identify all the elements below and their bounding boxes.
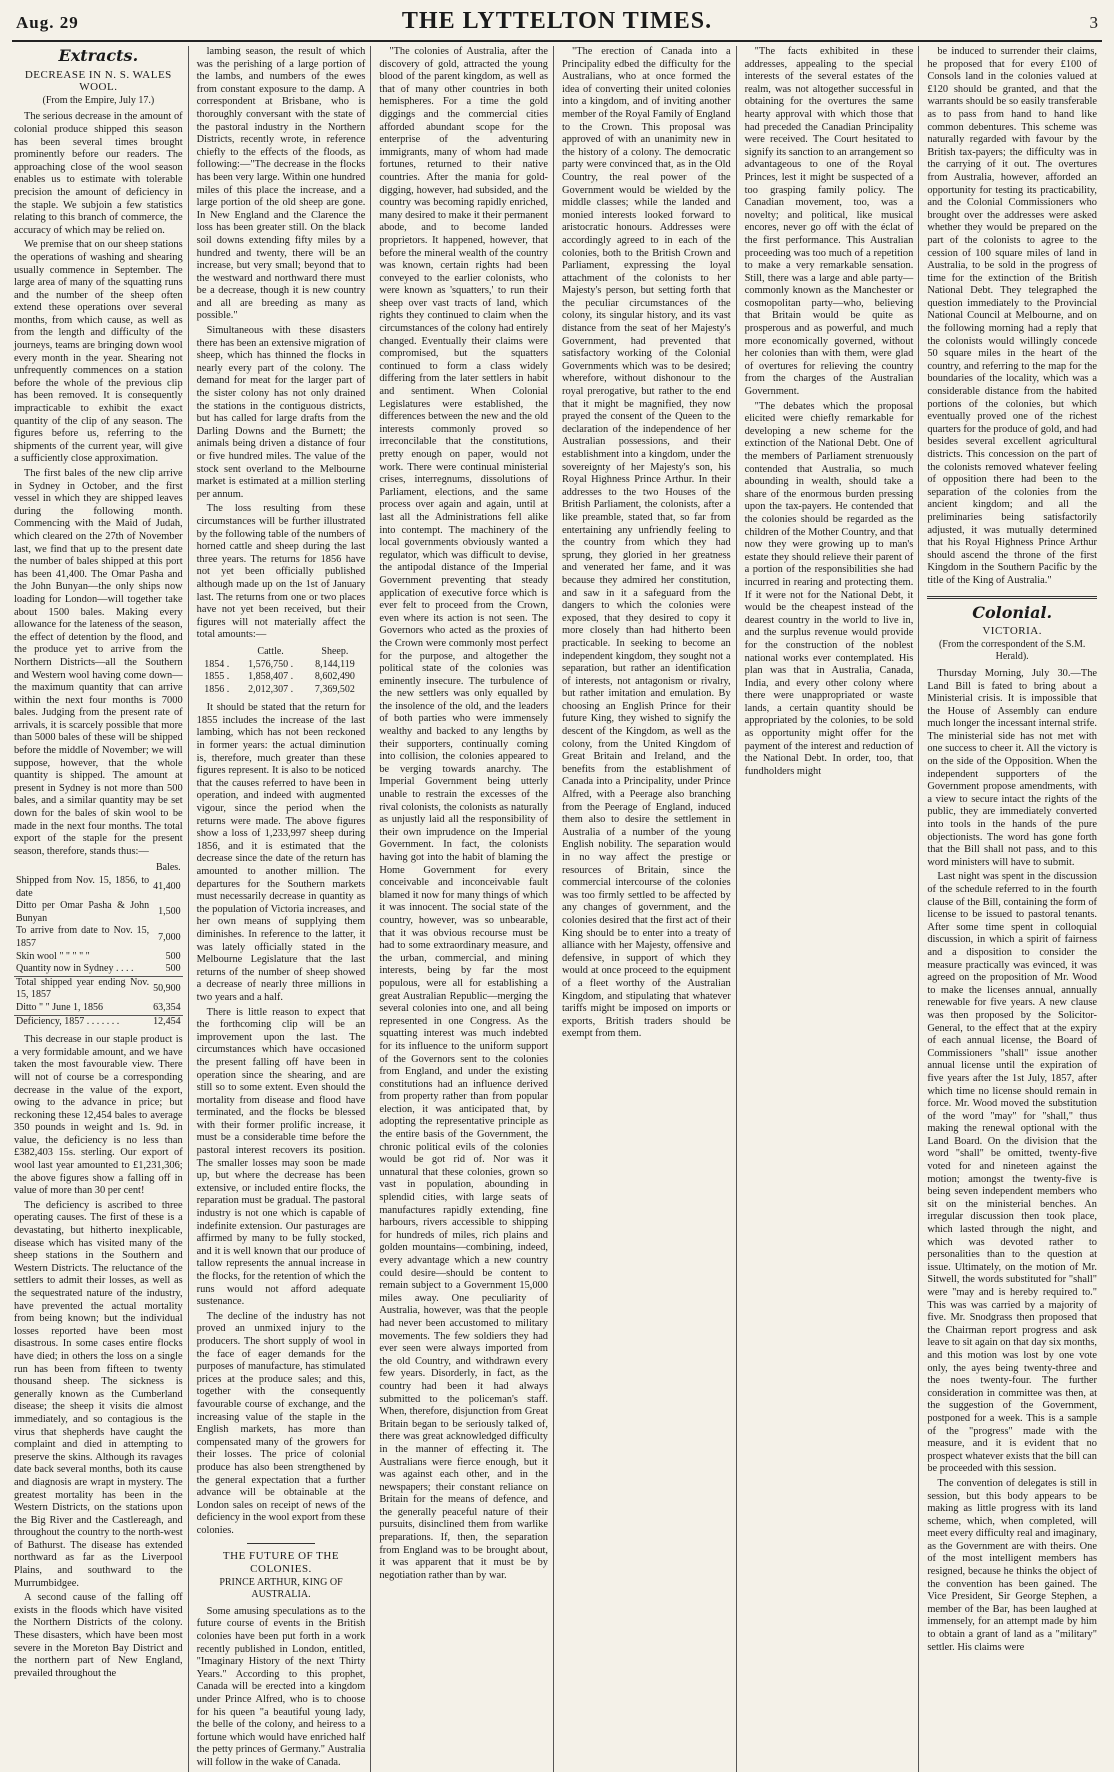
paragraph: We premise that on our sheep stations the operations of washing and shearing usually commence in September. The large area of many of the squatting runs and the number of the sheep often extend these operations over several months, from which cause, as well as from the length and difficulty of the journeys, teams are bringing down wool every month in the year. Shearing not unfrequently commences on a station before the whole of the previous clip has been removed. It is consequently impracticable to exhibit the exact quantity of the clip of any season. The figures before us, referring to the shipments of the current year, will give a sufficiently close approximation. bbox=[14, 239, 183, 465]
column-3 bbox=[377, 46, 554, 1772]
article-subheadline: PRINCE ARTHUR, KING OF AUSTRALIA. bbox=[219, 1576, 343, 1601]
paragraph: There is little reason to expect that the forthcoming clip will be an improvement upon the last. The circumstances which have occasioned the present falling off have been in operation since the shearing, and are still so to some extent. Even should the mortality from disease and flood have terminated, and the flocks be blessed with their former prolific increase, it must be a considerable time before the pastoral interest recovers its position. The smaller losses may soon be made up, but where the decrease has been extensive, or included entire flocks, the reparation must be gradual. The pastoral industry is not one which is capable of indefinite extension. Our pasturages are affirmed by many to be fully stocked, and it is well known that our produce of tallow represents the annual increase in the flocks, for the retention of which the runs would not afford adequate sustenance. bbox=[196, 1006, 366, 1308]
section-title-extracts: Extracts. bbox=[58, 46, 139, 65]
paragraph: "The debates which the proposal elicited were chiefly remarkable for developing a new scheme for the extinction of the National Debt. One of the members of Parliament strenuously contended that Australia, so much abounding in wealth, should take a share of the enormous burden pressing upon the tax-payers. He contended that the colonies should be regarded as the children of the Mother Country, and that now they were growing up to man's estate they should relieve their parent of a portion of the responsibilities she had incurred in rearing and protecting them. If it were not for the National Debt, it would be the cheapest instead of the dearest country in the world to live in, and the surplus revenue would provide for the construction of the noblest national works ever contemplated. His plan was that in Australia, Canada, India, and every other colony where there were unappropriated or waste lands, a certain quantity should be appropriated by the colonies, to be sold as opportunity might offer for the payment of the interest and reduction of the National Debt. In order, too, that fundholders might bbox=[744, 400, 914, 777]
table-row: 1854 . 1,576,750 . 8,144,119 bbox=[204, 658, 355, 670]
paragraph: "The erection of Canada into a Principality edbed the difficulty for the Australians, who at once formed the idea of converting their united colonies into a kingdom, and of inviting another member of the Royal Family of England to the Crown. This proposal was approved of with an unanimity new in the history of a colony. The democratic party were convinced that, as in the Old Country, the real power of the Government would be wielded by the middle classes; while the landed and monied interests looked forward to aristocratic honours. Addresses were accordingly agreed to in each of the colonies, both to the British Crown and Parliament, expressing the loyal attachment of the colonists to her Majesty's person, but setting forth that the peculiar circumstances of the colony, its singular history, and its vast distance from the seat of her Majesty's Government, had prevented that satisfactory working of the Colonial Governments which was to be desired; wherefore, without dishonour to the royal prerogative, but rather to the end that it might be magnified, they now prayed the consent of the Queen to the declaration of the independence of her Australian possessions, and their establishment into a kingdom, under the sovereignty of her Majesty's son, his Royal Highness Prince Arthur. In their addresses to the two Houses of the British Parliament, the colonists, after a like preamble, stated that, so far from entertaining any unfriendly feeling to the country from which they had sprung, they gloried in her greatness and venerated her fame, and it was because they admired her constitution, and saw in it a safeguard from the dangers to which the colonies were exposed, that they desired to copy it more closely than had hitherto been practicable. In seeking to become an independent kingdom, they sought not a separation, but rather an identification of interests, not antagonism or rivalry, but rather imitation and emulation. By choosing an English Prince for their future King, they wished to signify the descent of the Kingdom, as well as the colony, from the United Kingdom of Great Britain and Ireland, and the benefits from the establishment of Canada into a Principality, under Prince Alfred, with a Peerage also branching from the Peerage of England, induced them also to desire the settlement in Australia of a number of the young English nobility. The separation would in no way affect the prestige or resources of Britain, since the commercial intercourse of the colonies was too firmly settled to be affected by any changes of government, and the colonies desired that the first act of their King should be to enter into a treaty of alliance with her Majesty, offensive and defensive, in support of which they would at once proceed to the equipment of a fleet worthy of the Australian Kingdom, and stipulating that whatever tariffs might be imposed on imports or exports, British traders should be exempt from them. bbox=[562, 46, 731, 1040]
table-row: 1855 . 1,858,407 . 8,602,490 bbox=[204, 671, 355, 683]
divider bbox=[927, 596, 1097, 599]
article-dateline: (From the Empire, July 17.) bbox=[42, 94, 155, 106]
column-4 bbox=[560, 46, 737, 1772]
paragraph: It should be stated that the return for 1855 includes the increase of the last lambing, which has not been reckoned in former years: the actual diminution is, therefore, much greater than these figures represent. It is also to be noticed that the causes referred to have been in operation, and indeed with augmented vigour, since the period when the returns were made. The above figures show a loss of 1,233,997 sheep during 1856, and it is estimated that the decrease since the date of the return has amounted to another million. The departures for the Southern markets must necessarily decrease in quantity as the population of Victoria increases, and her own means of supplying them diminishes. In reference to the latter, it was lately officially stated in the Melbourne Legislature that the last returns of the number of sheep showed a decrease of nearly three millions in two years and a half. bbox=[196, 702, 366, 1003]
table-row: Deficiency, 1857 . . . . . . . 12,454 bbox=[16, 1015, 181, 1027]
paragraph: Some amusing speculations as to the future course of events in the British colonies have been put forth in a work recently published in London, entitled, "Imaginary History of the next Thirty Years." According to this prophet, Canada will be erected into a kingdom under Prince Alfred, who is to choose for his queen "a beautiful young lady, the belle of the colony, and heiress to a fortune which would have enriched half the petty princes of Germany." Australia will follow in the wake of Canada. bbox=[196, 1605, 366, 1768]
paragraph: The first bales of the new clip arrive in Sydney in October, and the first vessel in which they are shipped leaves during the following month. Commencing with the Maid of Judah, which cleared on the 27th of November last, we find that up to the present date the number of bales shipped at this port has been 41,400. The Omar Pasha and the John Bunyan—the only ships now loading for London—will together take about 1500 bales. Making every allowance for the lateness of the season, the effect of detention by the flood, and the produce yet to arrive from the Northern Districts—all the Southern and Western wool having come down—the maximum quantity that can arrive within the next four months is 7000 bales. Judging from the present rate of arrivals, it is scarcely possible that more than 5000 bales of these will be shipped before the middle of November; we will suppose, however, that the whole quantity is shipped. The amount at present in Sydney is not more than 500 bales, and a similar quantity may be set down for the bales of skin wool to be made in the next four months. The total export of the staple for the present season, therefore, stands thus:— bbox=[14, 468, 183, 857]
paragraph: be induced to surrender their claims, he proposed that for every £100 of Consols land in the colonies valued at £120 should be granted, and that the warrants should be so easily transferable as to pass from hand to hand like common debentures. This scheme was naturally regarded with favour by the British tax-payers; the difficulty was in the carrying of it out. The overtures from Australia, however, afforded an opportunity for testing its practicability, and the Colonial Commissioners who brought over the addresses were asked whether they would be prepared on the part of the colonists to agree to the cession of 100 square miles of land in Australia, to be sold in the progress of time for the extinction of the British National Debt. They telegraphed the question immediately to the Provincial National Council at Melbourne, and on the following morning had a reply that the colonists would willingly concede 50 square miles in the heart of the country, and referring to the map for the boundaries of the locality, which was a considerable distance from the habited portions of the colonies, but which eventually proved one of the richest quarters for the produce of gold, and had besides several excellent agricultural districts. This concession on the part of the colonists removed whatever feeling of opposition there had been to the separation of the colonies from the ancient kingdom; and all the preliminaries being satisfactorily adjusted, it was mutually determined that his Royal Highness Prince Arthur should ascend the throne of the first Kingdom in the Southern Pacific by the title of the King of Australia." bbox=[927, 46, 1097, 586]
article-dateline: (From the correspondent of the S.M. Herald). bbox=[938, 638, 1086, 663]
paragraph: Simultaneous with these disasters there has been an extensive migration of sheep, which has thinned the flocks in nearly every part of the colony. The demand for meat for the larger part of the sister colony has not only drained the stations in the contiguous districts, but has called for large drafts from the Darling Downs and the Burnett; the animals being driven a distance of four or five hundred miles. The value of the stock sent overland to the Melbourne market is estimated at a million sterling per annum. bbox=[196, 325, 366, 500]
table-row: Total shipped year ending Nov. 15, 1857 50,900 bbox=[16, 976, 181, 1001]
table-row: Shipped from Nov. 15, 1856, to date 41,400 bbox=[16, 875, 181, 899]
newspaper-title: THE LYTTELTON TIMES. bbox=[401, 8, 713, 34]
column-5 bbox=[743, 46, 920, 1772]
table-header-row: Cattle. Sheep. bbox=[257, 645, 349, 657]
paragraph: lambing season, the result of which was the perishing of a large portion of the lambs, and numbers of the ewes from constant exposure to the damp. A correspondent at Brisbane, who is thoroughly conversant with the state of the pastoral industry in the Northern Districts, recently wrote, in reference chiefly to the effects of the floods, as following:—"The decrease in the flocks has been very large. Within one hundred miles of this place the increase, and a large portion of the old sheep are gone. In New England and the Clarence the loss has been greater still. On the black soil downs extending fifty miles by a hundred and twenty, there will be an increase, but very small; beyond that to the westward and northward there must be a decrease, though it is new country and all are breeding as many as possible." bbox=[196, 46, 366, 322]
table-row: Quantity now in Sydney . . . . 500 bbox=[16, 963, 181, 975]
table-row: Ditto per Omar Pasha & John Bunyan 1,500 bbox=[16, 900, 181, 924]
bales-table bbox=[14, 862, 183, 1028]
newspaper-page bbox=[12, 8, 1102, 1768]
paragraph: Last night was spent in the discussion of the schedule referred to in the fourth clause of the Bill, containing the form of license to be issued to pastoral tenants. After some time spent in colloquial discussion, in which a spirit of fairness and a disposition to consider the measure practically was evinced, it was agreed on the proposition of Mr. Wood to make the licenses annual, annually renewable for five years. A new clause was then proposed by the Solicitor-General, to the effect that at the expiry of each annual license, the Board of Commissioners "shall" issue another annual license until the expiration of five years after the 1st July, 1857, after which time no license should remain in force. Mr. Wood moved the substitution of the word "may" for "shall," thus making the renewal optional with the Land Board. On the division that the word "shall" be omitted, twenty-five voted for and nineteen against the motion; amongst the twenty-five is being seven independent members who sit on the ministerial benches. An irregular discussion then took place, which lasted through the night, and which was devoted rather to personalities than to the question at issue. Ultimately, on the motion of Mr. Sitwell, the words substituted for "shall" were "may and is hereby required to." This was was carried by a majority of five. Mr. Snodgrass then proposed that the Chairman report progress and ask leave to sit again on that day six months, and this motion was lost by one vote only, the ayes being twenty-three and the noes twenty-four. The further consideration in committee was then, at the suggestion of the Government, postponed for a week. This is a sample of the "progress" made with the measure, and it is evident that no prospect whatever exists that the bill can be proceeded with this session. bbox=[927, 871, 1097, 1475]
column-6 bbox=[925, 46, 1102, 1772]
paragraph: Thursday Morning, July 30.—The Land Bill is fated to bring about a Ministerial crisis. It is impossible that the House of Assembly can endure much longer the incessant internal strife. The ministerial side has not met with one success to cheer it. All the victory is on the side of the Opposition. When the independent supporters of the Government propose amendments, with a view to secure intact the rights of the public, they are immediately converted into tools in the hands of the pure objectionists. The word has gone forth that the Bill shall not pass, and to this word ministers will have to submit. bbox=[927, 667, 1097, 868]
divider bbox=[247, 1543, 314, 1544]
column-1 bbox=[12, 46, 189, 1772]
issue-date: Aug. 29 bbox=[16, 13, 79, 32]
paragraph: "The colonies of Australia, after the discovery of gold, attracted the young blood of the parent kingdom, as well as that of many other countries in both hemispheres. For a time the gold diggings and the commercial cities afforded abundant scope for the enterprise of the adventuring immigrants, many of whom had made fortunes, returned to their native countries. After the mania for gold-digging, however, had subsided, and the country was becoming rapidly enriched, many desired to make it their permanent abode, and to become landed proprietors. It happened, however, that before the mineral wealth of the country was known, certain rights had been conveyed to the earlier colonists, who were known as 'squatters,' to run their sheep over vast tracts of land, which rights they continued to claim when the circumstances of the colony had entirely changed. Eventually their claims were compromised, but the squatters continued to form a class widely differing from the later settlers in habit and sentiment. When Colonial Legislatures were established, the differences between the new and the old interests commonly proved so irreconcilable that the constitutions, pretty enough on paper, would not work. There were continual ministerial crises, interregnums, dissolutions of Parliament, elections, and the same process over again and again, until at last all the Administrations fell alike into contempt. The machinery of the local governments obviously wanted a regulator, which was difficult to devise, the antipodal distance of the Imperial Government preventing that steady application of executive force which is ever felt to proceed from the Crown, even where its action is not seen. The Governors who acted as the proxies of the Crown were commonly most perfect for the purpose, and altogether the political state of the colonies was eminently insecure. The turbulence of the new settlers was only equalled by the insolence of the old, and the leaders of both parties who were immensely wealthy and backed to any lengths by their supporters, continually coming into collision, the colonies appeared to be verging towards anarchy. The Imperial Government being utterly unable to restrain the excesses of the rival colonists, the colonists as naturally as unjustly laid all the responsibility of their own imprudence on the Imperial Government. In fact, the colonists having got into the habit of blaming the Home Government for every conceivable and inconceivable fault blamed it now for many things of which it was innocent. The social state of the country, however, was so unbearable, that it was obvious recourse must be had to some extraordinary measure, and the urban, commercial, and mining interests, being by far the most populous, were all for establishing a great Australian Republic—merging the several colonies into one, and all being represented in one Congress. As the squatting interest was much indebted for its influence to the uniform support of the Governors sent to the colonies from England, and under the existing constitutions had an influence derived from property rather than from popular election, it was anticipated that, by adopting the representative principle as the entire basis of the Government, the chronic political evils of the colonies would be got rid of. Nor was it unnatural that these colonies, grown so vast in population, abounding in splendid cities, with large seats of manufactures rapidly extending, fine harbours, rivers accessible to shipping for hundreds of miles, rich plains and golden mountains—combining, indeed, every advantage which a new country could desire—should be content to remain subject to a Government 15,000 miles away. One peculiarity of Australia, however, was that the people had never been accustomed to military movements. The few soldiers they had ever seen were always imported from the old Country, and withdrawn every few years. Disorderly, in fact, as the country had been it had always submitted to the policeman's staff. When, therefore, disjunction from Great Britain began to be seriously talked of, there was great acknowledged difficulty in the manner of effecting it. The Australians were fierce enough, but it was against each other, and in the newspapers; their constant reliance on Britain for the means of defence, and the generally peaceful nature of their pursuits, disinclined them from warlike preparations. If, then, the separation from England was to be brought about, it was apparent that it must be by negotiation rather than by war. bbox=[379, 46, 548, 1581]
table-row: Skin wool " " " " " 500 bbox=[16, 950, 181, 962]
livestock-table bbox=[197, 646, 366, 696]
paragraph: The convention of delegates is still in session, but this body appears to be making as little progress with its land scheme, which, when completed, will meet every difficulty real and imaginary, as the Government are with theirs. One of the most intelligent members has resigned, because he thinks the object of the convention has been gained. The Vice President, Sir George Stephen, a member of the Bar, has been laughed at immensely, for an attempt made by him to obtain a grant of land as a "military" settler. His claims were bbox=[927, 1477, 1097, 1653]
table-row: To arrive from date to Nov. 15, 1857 7,000 bbox=[16, 925, 181, 949]
paragraph: "The facts exhibited in these addresses, appealing to the special interests of the several estates of the realm, was not altogether successful in obtaining for the overtures the same hearty approval with which those that had preceded the Canadian Principality were received. The Court hesitated to signify its sanction to an arrangement so advantageous to one of the Royal Princes, lest it might be suspected of a too grasping family policy. The Canadian movement, too, was a novelty; and political, like musical encores, never go off with the éclat of the first performance. This Australian proceeding was too much of a repetition to make a very remarkable sensation. Still, there was a large and able party—commonly known as the Manchester or cosmopolitan party—who, believing that Britain would be quite as prosperous and as powerful, and much more economically governed, without her colonies than with them, were glad of overtures for relieving the country from the charges of the Australian Government. bbox=[744, 46, 914, 398]
paragraph: The deficiency is ascribed to three operating causes. The first of these is a devastating, but hitherto inexplicable, disease which has visited many of the sheep stations in the Southern and Western Districts. The reluctance of the settlers to admit their losses, as well as the sequestrated nature of the industry, have prevented the actual mortality from being known; but the individual losses reported have been most disastrous. In some cases entire flocks have died; in others the loss on a single run has been from fifteen to twenty thousand sheep. The sickness is generally known as the Cumberland disease; the sheep it visits die almost immediately, and so contagious is the virus that shepherds have caught the complaint and died in attempting to preserve the skins. Although its ravages date back several months, both its cause and diagnosis are wrapt in mystery. The greatest mortality has been in the Western Districts, on the stations upon the Big River and the Castlereagh, and throughout the country to the north-west of Bathurst. The disease has extended northward as far as the Liverpool Plains, and southward to the Murrumbidgee. bbox=[14, 1199, 183, 1589]
article-headline: THE FUTURE OF THE COLONIES. bbox=[222, 1550, 340, 1576]
paragraph: A second cause of the falling off exists in the floods which have visited the Northern Districts of the colony. These disasters, which have been most severe in the Moreton Bay District and the northern part of New England, prevailed throughout the bbox=[14, 1592, 183, 1679]
masthead bbox=[12, 8, 1102, 42]
paragraph: The decline of the industry has not proved an unmixed injury to the producers. The short supply of wool in the face of eager demands for the purposes of manufacture, has stimulated prices at the produce sales; and this, together with the consequently favourable course of exchange, and the increasing value of the staple in the English markets, has more than compensated many of the growers for their losses. The price of colonial produce has also been strengthened by the general expectation that a further advance will be obtainable at the London sales on receipt of news of the deficiency in the wool export from these colonies. bbox=[196, 1310, 366, 1536]
paragraph: This decrease in our staple product is a very formidable amount, and we have taken the most favourable view. There will not of course be a corresponding decrease in the value of the export, owing to the advance in price; but reckoning these 12,454 bales to average 350 pounds in weight and 1s. 9d. in value, the deficiency is no less than £382,403 15s. sterling. Our export of wool last year amounted to £1,231,306; the above figures show a falling off in value of more than 30 per cent! bbox=[14, 1034, 183, 1197]
article-headline: VICTORIA. bbox=[982, 625, 1042, 638]
bales-header: Bales. bbox=[155, 862, 181, 874]
columns bbox=[12, 46, 1102, 1768]
article-headline: DECREASE IN N. S. WALES WOOL. bbox=[24, 68, 172, 94]
table-row: 1856 . 2,012,307 . 7,369,502 bbox=[204, 683, 355, 695]
table-row: Ditto " " June 1, 1856 63,354 bbox=[16, 1001, 181, 1013]
page-number: 3 bbox=[1089, 13, 1098, 32]
section-title-colonial: Colonial. bbox=[972, 602, 1053, 622]
column-2 bbox=[195, 46, 372, 1772]
paragraph: The loss resulting from these circumstances will be further illustrated by the following table of the numbers of horned cattle and sheep during the last three years. The returns for 1856 have not yet been officially published although made up on the 1st of January last. The returns from one or two places have not yet been received, but their figures will not materially affect the total amounts:— bbox=[196, 503, 366, 641]
paragraph: The serious decrease in the amount of colonial produce shipped this season has been several times brought prominently before our readers. The approaching close of the wool season enables us to estimate with tolerable precision the amount of deficiency in the staple. We subjoin a few statistics relating to this branch of commerce, the accuracy of which may be relied on. bbox=[14, 111, 183, 236]
